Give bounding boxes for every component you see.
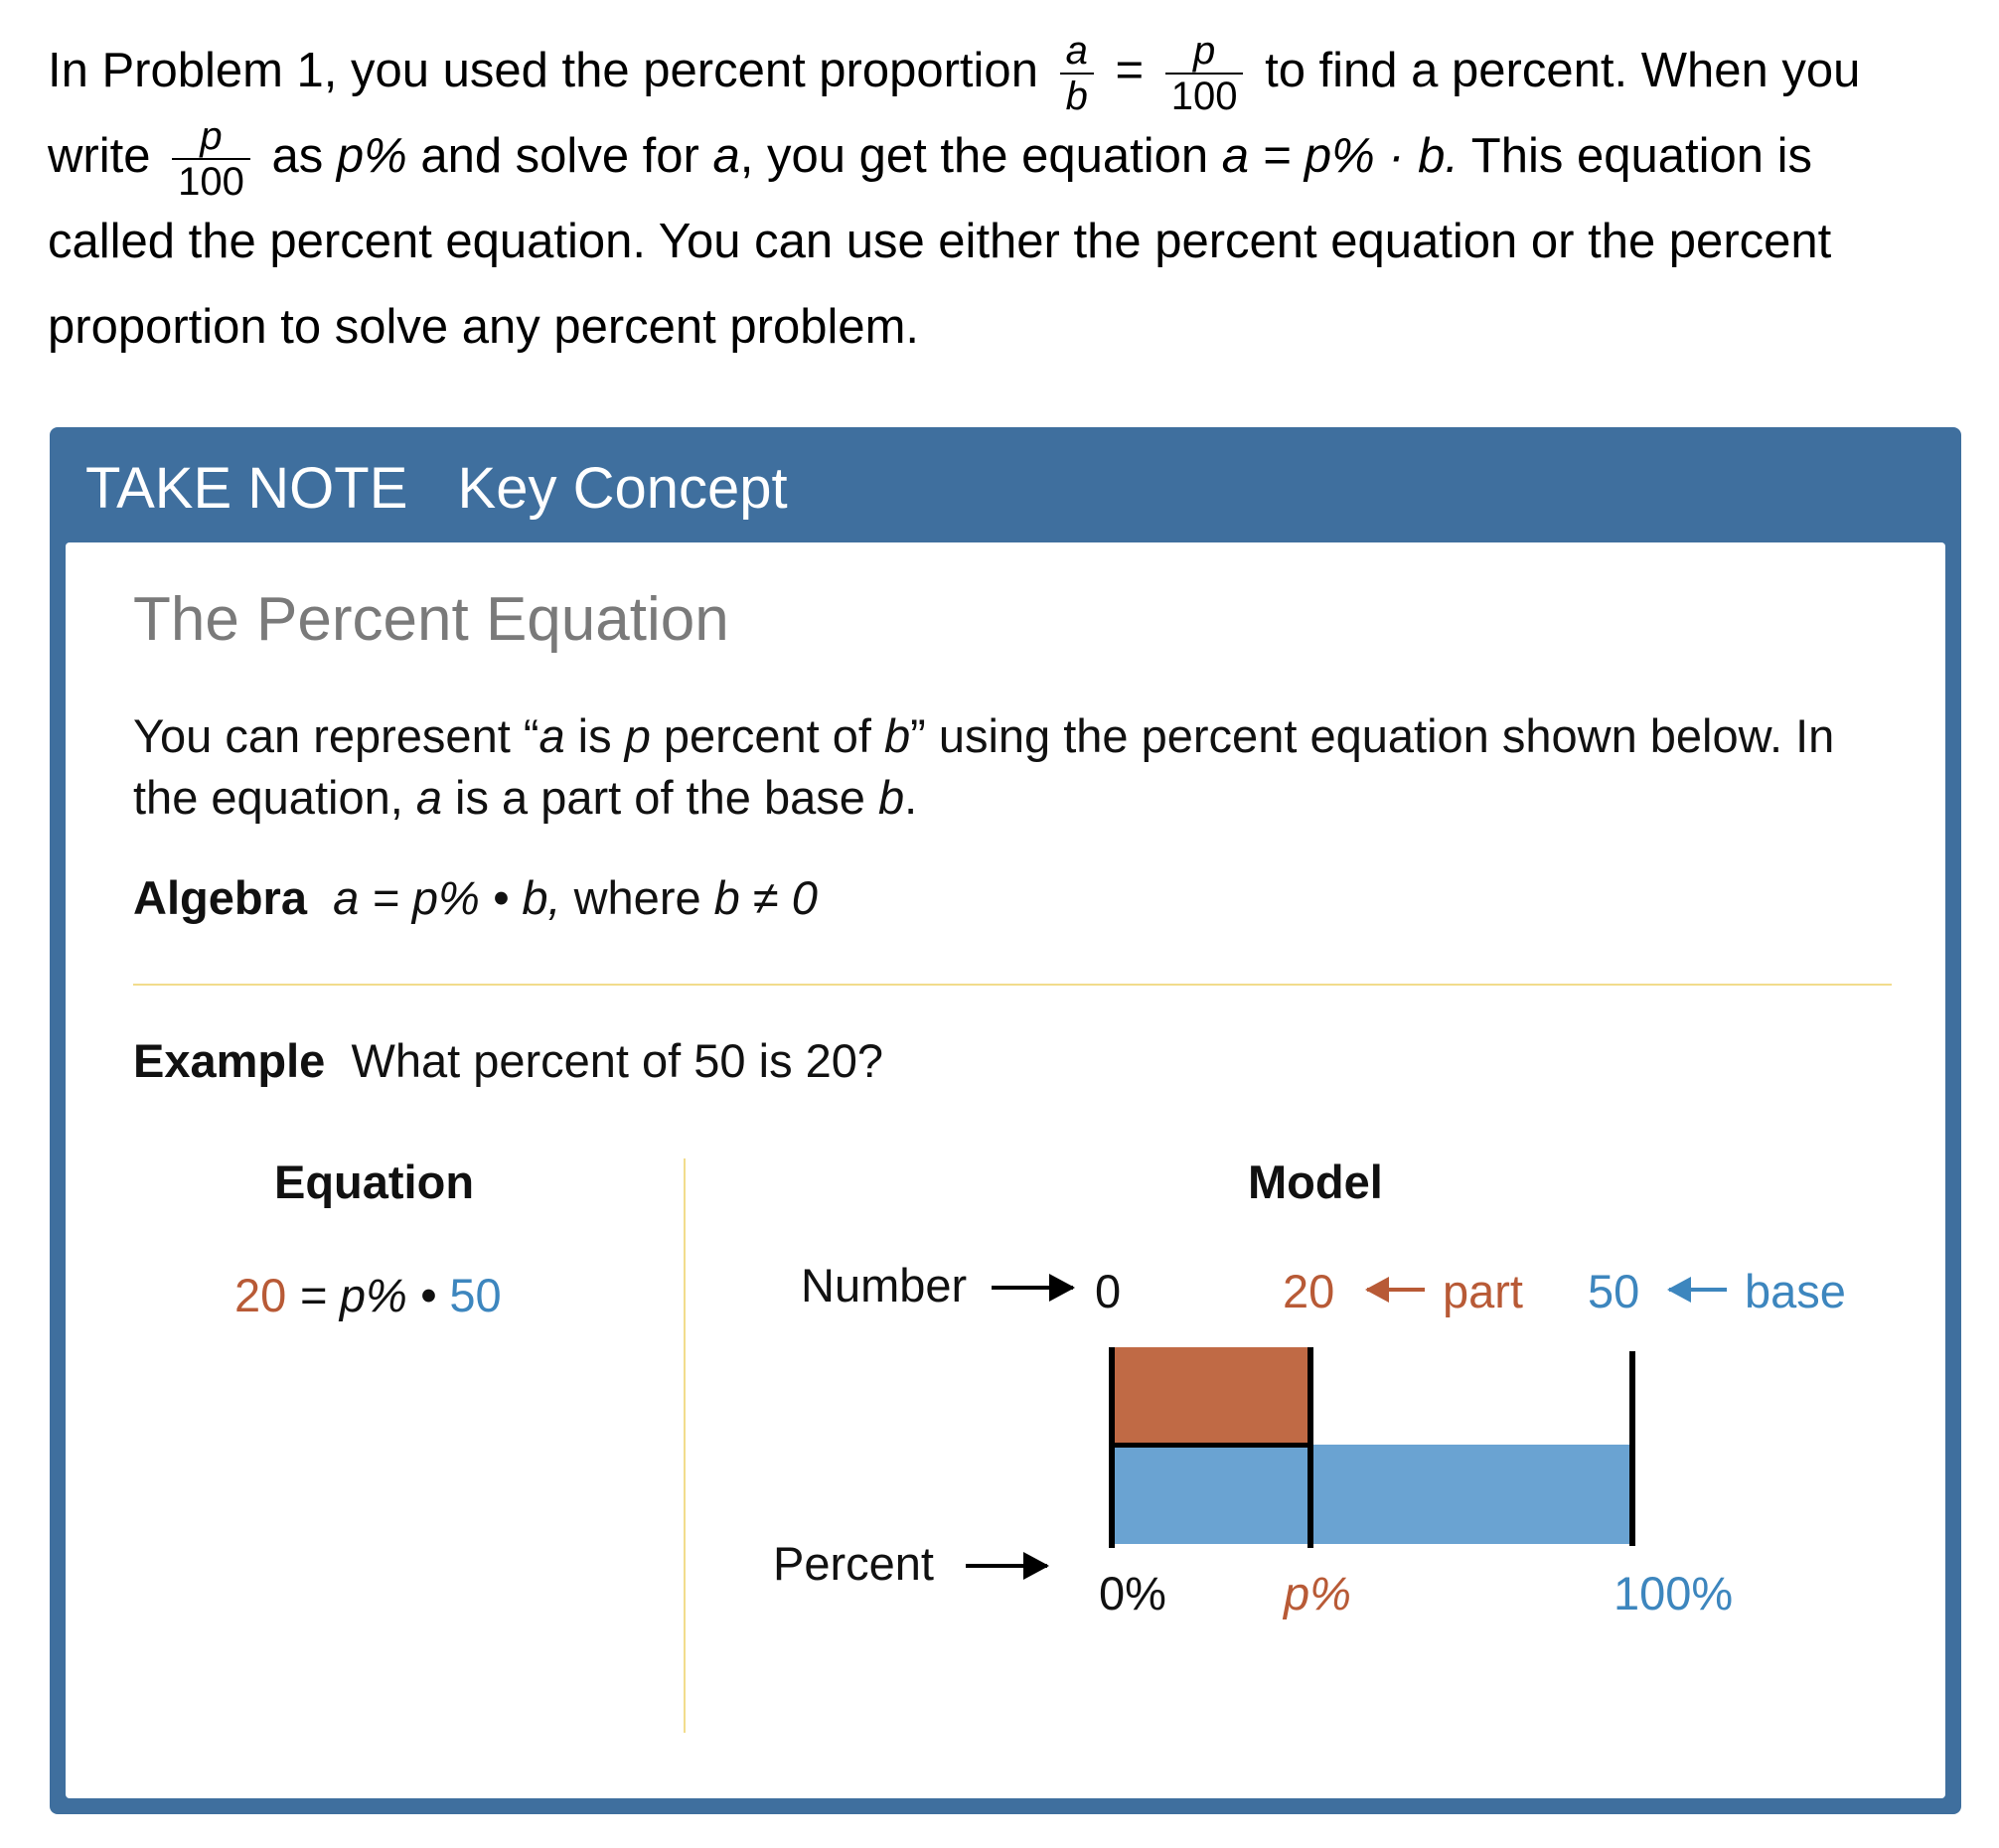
base-arrow-icon: [1669, 1288, 1727, 1292]
fraction-numerator: p: [1165, 29, 1244, 75]
part-arrow-icon: [1367, 1288, 1425, 1292]
number-label: Number: [801, 1259, 968, 1311]
base-bar: [1113, 1445, 1633, 1544]
percent-part: p%: [1284, 1567, 1351, 1619]
tick-base: [1629, 1351, 1635, 1546]
number-part-value: 20: [1283, 1265, 1335, 1317]
part-bar: [1113, 1347, 1311, 1445]
box-header: [85, 455, 788, 522]
intro-math: p%: [336, 129, 407, 183]
percent-zero: 0%: [1099, 1567, 1166, 1619]
example-equation: [234, 1268, 502, 1322]
concept-heading: The Percent Equation: [133, 585, 729, 654]
intro-math: a: [712, 129, 740, 183]
percent-arrow-icon: [966, 1564, 1047, 1568]
fraction-denominator: 100: [1170, 75, 1238, 119]
take-note-box: [50, 427, 1961, 1814]
intro-text: This equation is: [1470, 129, 1812, 183]
intro-line-4: proportion to solve any percent problem.: [48, 300, 920, 354]
intro-math: a = p% · b.: [1221, 129, 1460, 183]
algebra-label: Algebra: [133, 871, 307, 924]
percent-label: Percent: [773, 1537, 934, 1590]
fraction-denominator: b: [1065, 75, 1088, 119]
number-arrow-icon: [992, 1286, 1073, 1290]
take-note-tag: TAKE NOTE: [85, 456, 408, 521]
equation-part: 20: [234, 1269, 287, 1321]
fraction-denominator: 100: [178, 160, 244, 205]
percent-full: 100%: [1614, 1567, 1734, 1619]
fraction-numerator: a: [1060, 29, 1094, 75]
algebra-row: [133, 870, 818, 925]
algebra-condition: b ≠ 0: [713, 871, 818, 924]
intro-line-3: called the percent equation. You can use either the percent equation or the percent: [48, 215, 1832, 268]
intro-line-1: [48, 28, 1860, 118]
divider: [133, 984, 1892, 986]
part-word: part: [1443, 1265, 1523, 1317]
example-question: What percent of 50 is 20?: [351, 1034, 884, 1087]
intro-text: and solve for: [420, 129, 699, 183]
key-concept-title: Key Concept: [457, 456, 788, 521]
intro-text: In Problem 1, you used the percent proportion: [48, 44, 1038, 97]
model-heading: Model: [1248, 1155, 1383, 1208]
example-row: [133, 1033, 883, 1088]
concept-panel: [66, 542, 1945, 1798]
fraction-a-over-b: [1060, 29, 1094, 118]
base-word: base: [1745, 1265, 1846, 1317]
intro-line-2: [48, 113, 1812, 204]
number-zero: 0: [1095, 1265, 1122, 1317]
equation-base: 50: [449, 1269, 502, 1321]
number-base-value: 50: [1588, 1265, 1640, 1317]
column-divider: [684, 1158, 686, 1733]
concept-description: You can represent “a is p percent of b” using the percent equation shown below. In the equation, a is a part of the base b.: [133, 709, 1835, 824]
fraction-p-over-100: [172, 114, 250, 204]
tick-zero: [1109, 1347, 1115, 1548]
tick-part: [1307, 1347, 1313, 1548]
intro-text: to find a percent. When you: [1265, 44, 1861, 97]
equation-middle: = p% •: [286, 1269, 450, 1321]
intro-text: , you get the equation: [739, 129, 1209, 183]
fraction-numerator: p: [172, 114, 250, 160]
intro-text: write: [48, 129, 151, 183]
algebra-where: where: [573, 871, 701, 924]
intro-text: as: [271, 129, 324, 183]
equals-sign: =: [1115, 44, 1145, 97]
example-label: Example: [133, 1034, 326, 1087]
part-bar-border: [1113, 1443, 1313, 1448]
equation-heading: Equation: [274, 1155, 475, 1208]
algebra-equation: a = p% • b,: [333, 871, 561, 924]
fraction-p-over-100: [1165, 29, 1244, 118]
